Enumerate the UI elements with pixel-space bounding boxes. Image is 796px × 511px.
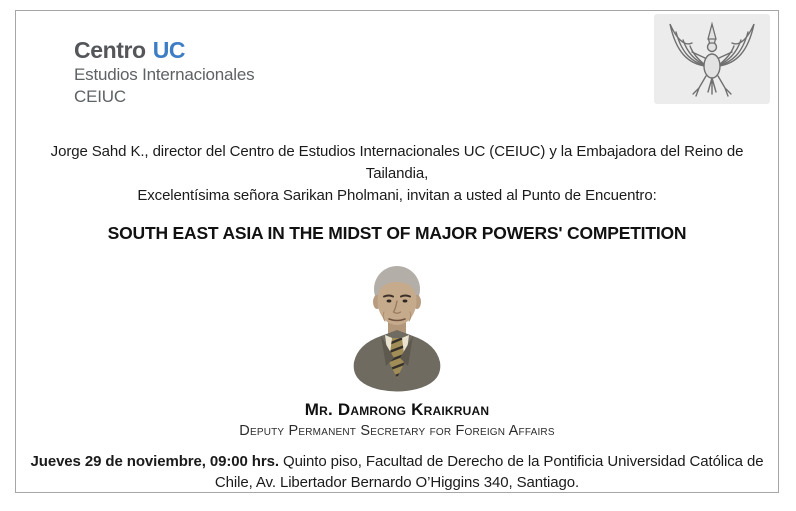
intro-line-2: Excelentísima señora Sarikan Pholmani, invitan a usted al Punto de Encuentro:	[137, 187, 657, 204]
garuda-icon	[662, 18, 762, 100]
event-details	[25, 451, 770, 493]
logo-acronym: CEIUC	[74, 86, 126, 106]
speaker-name: Mr. Damrong Kraikruan	[304, 400, 490, 419]
centro-uc-logo	[74, 37, 254, 107]
invitation-document	[15, 10, 779, 493]
speaker-portrait-photo	[336, 254, 458, 394]
logo-subtitle: Estudios Internacionales	[74, 65, 255, 85]
event-datetime: Jueves 29 de noviembre, 09:00 hrs.	[30, 453, 279, 470]
logo-uc-text: UC	[152, 37, 186, 63]
intro-line-1: Jorge Sahd K., director del Centro de Estudios Internacionales UC (CEIUC) y la Embajadora del Reino de Tailandia,	[50, 143, 744, 182]
event-title: SOUTH EAST ASIA IN THE MIDST OF MAJOR POWERS' COMPETITION	[107, 223, 687, 243]
portrait-illustration	[336, 254, 458, 394]
logo-centro-text: Centro	[74, 37, 146, 63]
speaker-role: Deputy Permanent Secretary for Foreign Affairs	[239, 423, 555, 439]
intro-paragraph	[27, 141, 767, 207]
event-location: Quinto piso, Facultad de Derecho de la Pontificia Universidad Católica de Chile, Av. Libertador Bernardo O’Higgins 340, Santiago.	[214, 453, 764, 491]
invitation-body	[16, 141, 778, 493]
logo-wordmark	[74, 37, 254, 63]
garuda-emblem	[654, 14, 770, 104]
